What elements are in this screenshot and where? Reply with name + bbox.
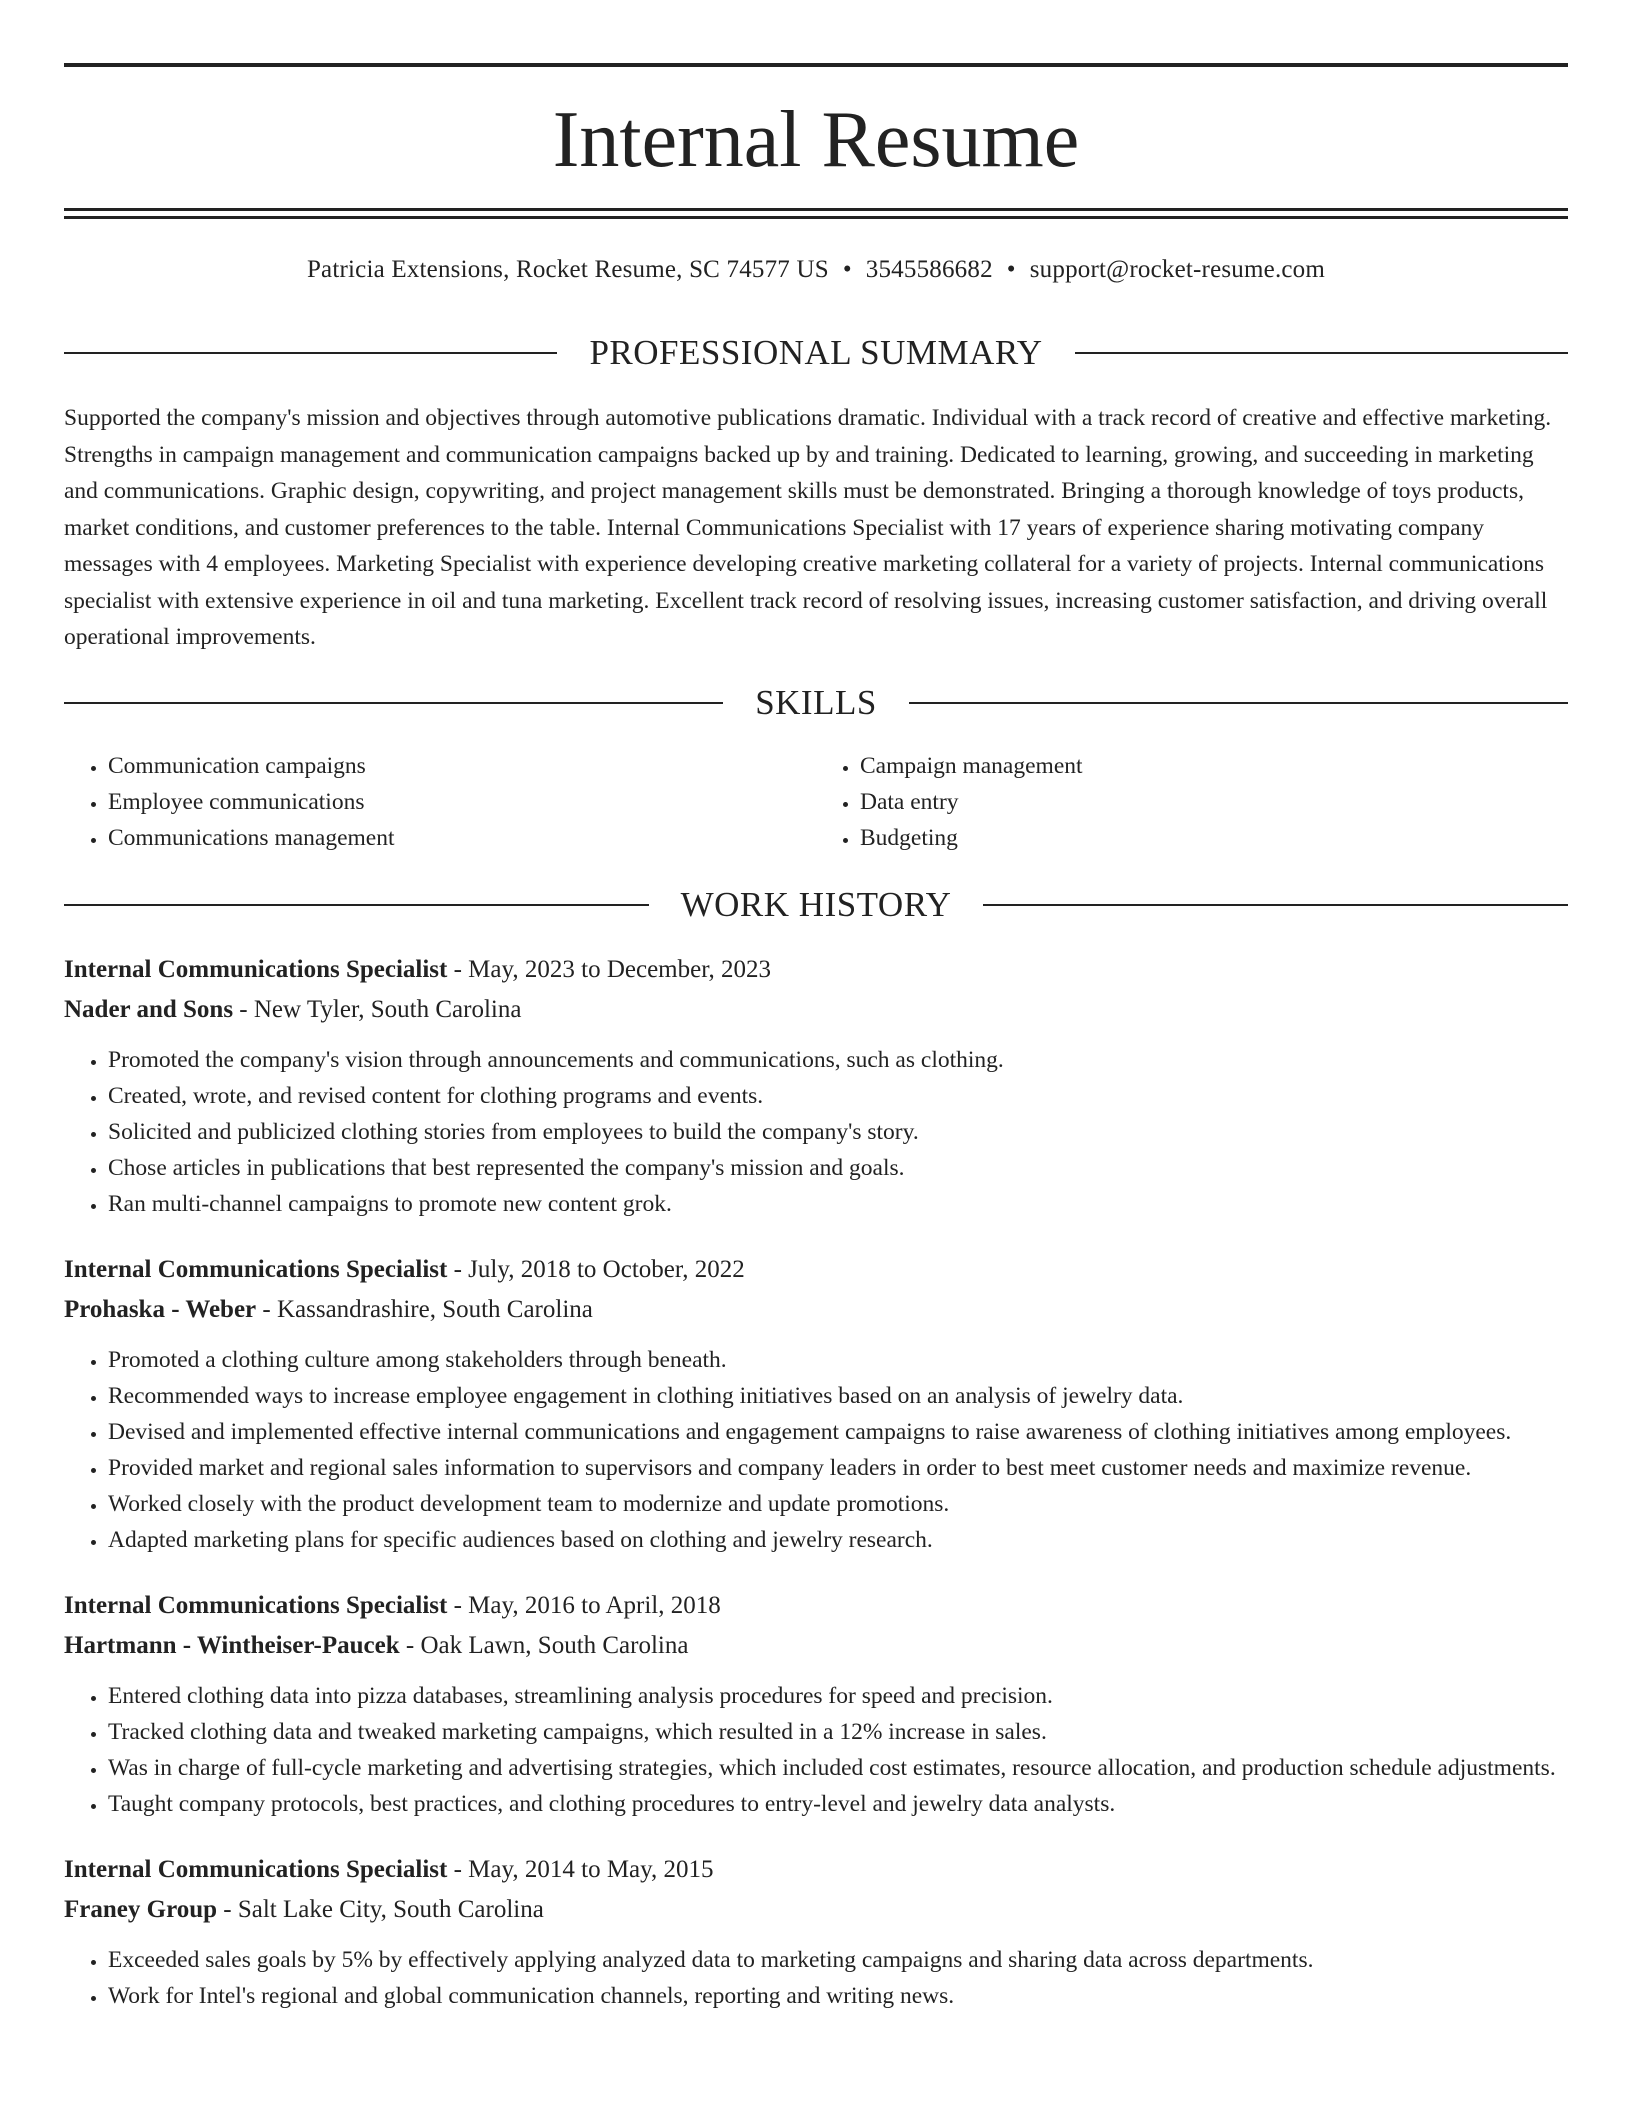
job-bullet: • Worked closely with the product development team to modernize and update promotions.	[108, 1486, 1568, 1522]
job-bullet: • Recommended ways to increase employee engagement in clothing initiatives based on an analysis of jewelry data.	[108, 1378, 1568, 1414]
job-bullet: • Tracked clothing data and tweaked marketing campaigns, which resulted in a 12% increase in sales.	[108, 1714, 1568, 1750]
job-bullets	[64, 1678, 1568, 1822]
job-title-line	[64, 1250, 1568, 1290]
skills-heading-label: SKILLS	[755, 683, 877, 722]
heading-rule-left	[64, 352, 557, 354]
job-title: Internal Communications Specialist	[64, 956, 448, 983]
skill-item: • Data entry	[860, 784, 1568, 820]
contact-separator: •	[1006, 256, 1016, 283]
contact-phone: 3545586682	[865, 256, 993, 283]
title-rule-lower	[64, 216, 1568, 219]
job-bullet: • Provided market and regional sales information to supervisors and company leaders in order to best meet customer needs and maximize revenue.	[108, 1450, 1568, 1486]
job-company: Prohaska - Weber	[64, 1296, 257, 1323]
job-company-line	[64, 1890, 1568, 1930]
summary-section-heading	[64, 331, 1568, 375]
skills-section-heading	[64, 681, 1568, 725]
job-bullet: • Created, wrote, and revised content for clothing programs and events.	[108, 1078, 1568, 1114]
job-bullet: • Promoted a clothing culture among stakeholders through beneath.	[108, 1342, 1568, 1378]
top-rule	[64, 63, 1568, 67]
work-section-heading	[64, 883, 1568, 927]
skills-list	[64, 748, 1568, 856]
job-bullet: • Solicited and publicized clothing stories from employees to build the company's story.	[108, 1114, 1568, 1150]
skills-column-left	[64, 748, 816, 856]
job-dates: - May, 2014 to May, 2015	[447, 1856, 714, 1883]
contact-address: Patricia Extensions, Rocket Resume, SC 74577 US	[306, 256, 829, 283]
contact-separator: •	[842, 256, 852, 283]
job-location: - New Tyler, South Carolina	[233, 996, 522, 1023]
work-heading-label: WORK HISTORY	[680, 885, 952, 924]
job-bullet: • Taught company protocols, best practices, and clothing procedures to entry-level and jewelry data analysts.	[108, 1786, 1568, 1822]
contact-email: support@rocket-resume.com	[1029, 256, 1326, 283]
job-entry	[64, 1850, 1568, 2014]
job-title: Internal Communications Specialist	[64, 1256, 448, 1283]
job-title: Internal Communications Specialist	[64, 1856, 448, 1883]
heading-rule-right	[909, 702, 1568, 704]
job-dates: - May, 2023 to December, 2023	[447, 956, 772, 983]
job-company-line	[64, 1626, 1568, 1666]
contact-line	[64, 254, 1568, 286]
job-title-line	[64, 1586, 1568, 1626]
job-company: Hartmann - Wintheiser-Paucek	[64, 1632, 400, 1659]
job-entry	[64, 950, 1568, 1222]
job-bullet: • Chose articles in publications that best represented the company's mission and goals.	[108, 1150, 1568, 1186]
work-history	[64, 950, 1568, 2042]
summary-text: Supported the company's mission and objectives through automotive publications dramatic. Individual with a track record of creative and effective marketing. Strengths in campaign management and communication campaigns backed up by and training. Dedicated to learning, growing, and succeeding in marketing and communications. Graphic design, copywriting, and project management skills must be demonstrated. Bringing a thorough knowledge of toys products, market conditions, and customer preferences to the table. Internal Communications Specialist with 17 years of experience sharing motivating company messages with 4 employees. Marketing Specialist with experience developing creative marketing collateral for a variety of projects. Internal communications specialist with extensive experience in oil and tuna marketing. Excellent track record of resolving issues, increasing customer satisfaction, and driving overall operational improvements.	[64, 405, 1552, 650]
job-entry	[64, 1250, 1568, 1558]
job-bullet: • Was in charge of full-cycle marketing and advertising strategies, which included cost estimates, resource allocation, and production schedule adjustments.	[108, 1750, 1568, 1786]
job-company-line	[64, 1290, 1568, 1330]
skill-item: • Communication campaigns	[108, 748, 816, 784]
job-location: - Salt Lake City, South Carolina	[217, 1896, 544, 1923]
job-company-line	[64, 990, 1568, 1030]
job-bullets	[64, 1942, 1568, 2014]
job-entry	[64, 1586, 1568, 1822]
job-company: Franey Group	[64, 1896, 218, 1923]
job-title-line	[64, 1850, 1568, 1890]
job-bullet: • Promoted the company's vision through announcements and communications, such as clothing.	[108, 1042, 1568, 1078]
job-dates: - July, 2018 to October, 2022	[447, 1256, 745, 1283]
job-dates: - May, 2016 to April, 2018	[447, 1592, 721, 1619]
page-title: Internal Resume	[552, 96, 1080, 184]
summary-heading-label: PROFESSIONAL SUMMARY	[589, 333, 1043, 372]
skill-item: • Campaign management	[860, 748, 1568, 784]
job-company: Nader and Sons	[64, 996, 234, 1023]
skill-item: • Employee communications	[108, 784, 816, 820]
job-title: Internal Communications Specialist	[64, 1592, 448, 1619]
heading-rule-left	[64, 702, 723, 704]
heading-rule-right	[1075, 352, 1568, 354]
job-bullet: • Ran multi-channel campaigns to promote new content grok.	[108, 1186, 1568, 1222]
job-bullet: • Exceeded sales goals by 5% by effectively applying analyzed data to marketing campaigns and sharing data across departments.	[108, 1942, 1568, 1978]
skill-item: • Budgeting	[860, 820, 1568, 856]
job-title-line	[64, 950, 1568, 990]
job-location: - Kassandrashire, South Carolina	[256, 1296, 593, 1323]
job-bullet: • Adapted marketing plans for specific audiences based on clothing and jewelry research.	[108, 1522, 1568, 1558]
skills-column-right	[816, 748, 1568, 856]
job-bullets	[64, 1342, 1568, 1558]
job-bullet: • Devised and implemented effective internal communications and engagement campaigns to raise awareness of clothing initiatives among employees.	[108, 1414, 1568, 1450]
heading-rule-right	[983, 904, 1568, 906]
title-rule-upper	[64, 208, 1568, 211]
job-bullet: • Entered clothing data into pizza databases, streamlining analysis procedures for speed and precision.	[108, 1678, 1568, 1714]
skill-item: • Communications management	[108, 820, 816, 856]
job-bullets	[64, 1042, 1568, 1222]
job-bullet: • Work for Intel's regional and global communication channels, reporting and writing news.	[108, 1978, 1568, 2014]
job-location: - Oak Lawn, South Carolina	[399, 1632, 689, 1659]
heading-rule-left	[64, 904, 649, 906]
